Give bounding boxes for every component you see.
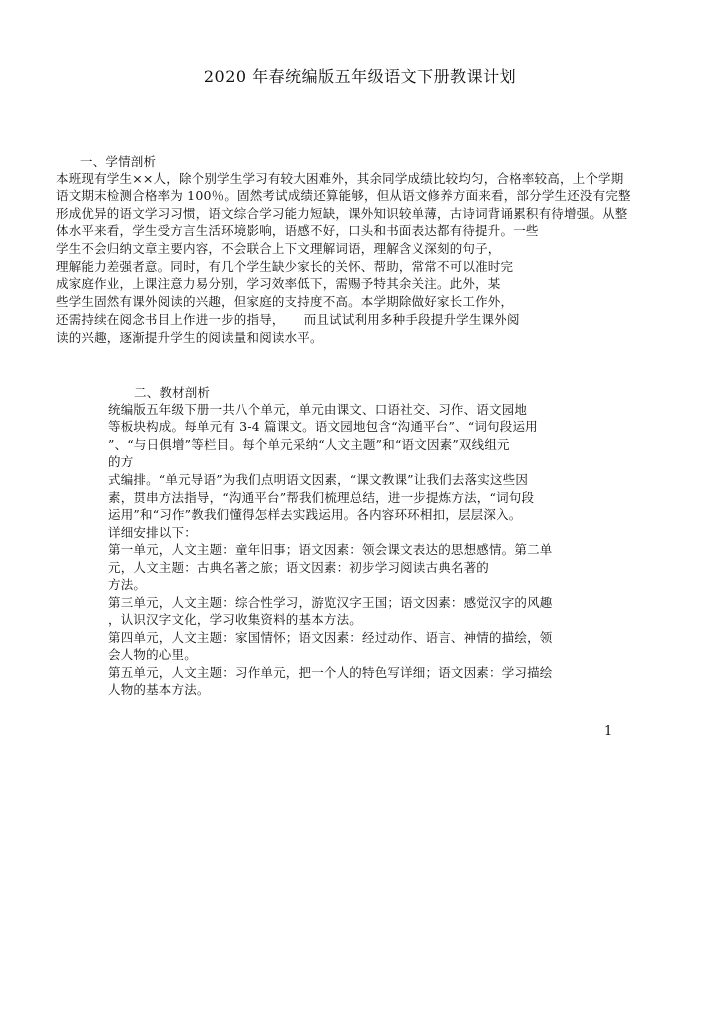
paragraph-line: 人物的基本方法。 [108, 682, 210, 697]
paragraph-line: 语文期末检测合格率为 100％。固然考试成绩还算能够，但从语文修养方面来看，部分学生还没有完整 [56, 188, 631, 203]
paragraph-line: 些学生固然有课外阅读的兴趣，但家庭的支持度不高。本学期除做好家长工作外， [56, 294, 514, 309]
paragraph-line: 第五单元，人文主题：习作单元，把一个人的特色写详细；语文因素：学习描绘 [108, 665, 553, 680]
paragraph-line: ”、“与日俱增”等栏目。每个单元采纳“人文主题”和“语文因素”双线组元 [108, 437, 510, 452]
paragraph-line: 形成优异的语文学习习惯，语文综合学习能力短缺，课外知识较单薄，古诗词背诵累积有待增强。从整 [56, 206, 628, 221]
paragraph-line: 读的兴趣，逐渐提升学生的阅读量和阅读水平。 [56, 330, 323, 345]
paragraph-line: ，认识汉字文化，学习收集资料的基本方法。 [108, 612, 363, 627]
paragraph-line: 方法。 [108, 577, 147, 592]
paragraph-line: 会人物的心里。 [108, 647, 197, 662]
paragraph-line: 成家庭作业，上课注意力易分别，学习效率低下，需赐予特其余关注。此外，某 [56, 276, 501, 291]
paragraph-line: 第一单元，人文主题：童年旧事；语文因素：领会课文表达的思想感情。第二单 [108, 542, 553, 557]
paragraph-line: 统编版五年级下册一共八个单元，单元由课文、口语社交、习作、语文园地 [108, 402, 528, 417]
paragraph-line: 运用”和“习作”教我们懂得怎样去实践运用。各内容环环相扣，层层深入。 [108, 507, 522, 522]
section-heading-textbook-analysis: 二、教材剖析 [134, 385, 211, 400]
section-heading-student-analysis: 一、学情剖析 [80, 154, 157, 169]
paragraph-line: 的方 [108, 454, 134, 469]
paragraph-line: 素，贯串方法指导，“沟通平台”帮我们梳理总结，进一步提炼方法，“词句段 [108, 490, 535, 505]
paragraph-line: 体水平来看，学生受方言生活环境影响，语感不好，口头和书面表达都有待提升。一些 [56, 223, 539, 238]
paragraph-line: 式编排。“单元导语”为我们点明语文因素，“课文教课”让我们去落实这些因 [108, 472, 529, 487]
paragraph-line: 学生不会归纳文章主要内容，不会联合上下文理解词语，理解含义深刻的句子， [56, 241, 501, 256]
paragraph-line: 详细安排以下： [108, 525, 197, 540]
paragraph-line: 等板块构成。每单元有 3-4 篇课文。语文园地包含“沟通平台”、“词句段运用 [108, 419, 538, 434]
page-title: 2020 年春统编版五年级语文下册教课计划 [203, 67, 517, 86]
paragraph-line: 还需持续在阅念书目上作进一步的指导， 而且试试利用多种手段提升学生课外阅 [56, 312, 520, 327]
paragraph-line: 元，人文主题：古典名著之旅；语文因素：初步学习阅读古典名著的 [108, 560, 490, 575]
page-number: 1 [604, 724, 613, 739]
paragraph-line: 第三单元，人文主题：综合性学习，游览汉字王国；语文因素：感觉汉字的风趣 [108, 595, 553, 610]
paragraph-line: 理解能力差强者意。同时，有几个学生缺少家长的关怀、帮助，常常不可以准时完 [56, 259, 514, 274]
paragraph-line: 第四单元，人文主题：家国情怀；语文因素：经过动作、语言、神情的描绘，领 [108, 630, 553, 645]
paragraph-line: 本班现有学生××人，除个别学生学习有较大困难外，其余同学成绩比较均匀，合格率较高，上个学期 [56, 171, 624, 186]
